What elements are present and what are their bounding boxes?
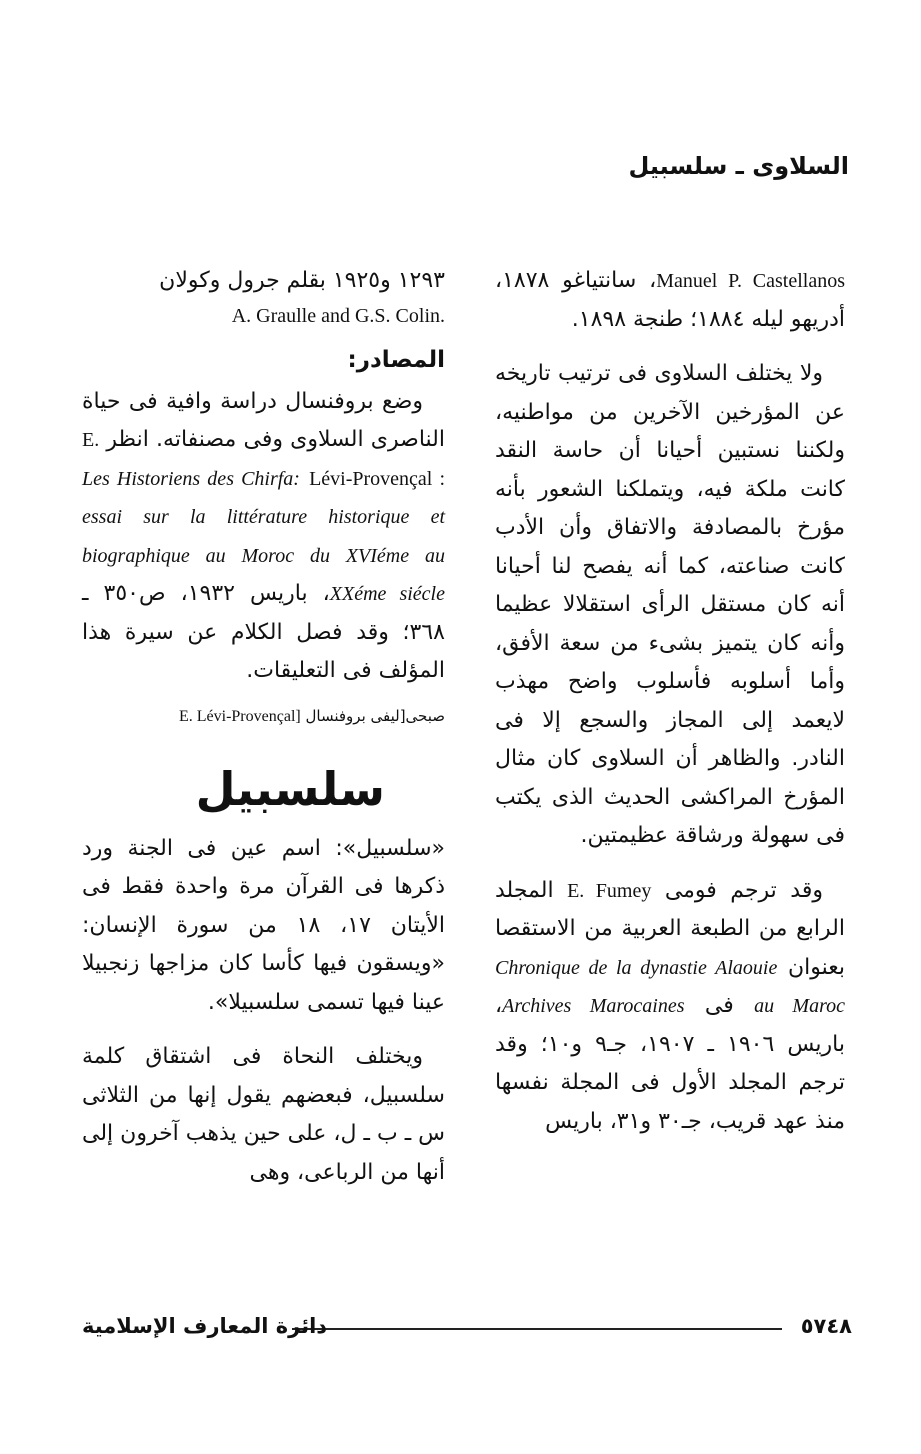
- right-column: [495, 262, 845, 1141]
- page-number: ٥٧٤٨: [800, 1314, 852, 1338]
- paragraph-continuation: ١٢٩٣ و١٩٢٥ بقلم جرول وكولان: [159, 268, 445, 293]
- publication-title: دائرة المعارف الإسلامية: [82, 1314, 328, 1338]
- latin-translators: A. Graulle and G.S. Colin.: [231, 304, 445, 327]
- paragraph-entry-definition: «سلسبيل»: اسم عين فى الجنة ورد ذكرها فى القرآن مرة واحدة فقط فى الأيتان ١٧، ١٨ من سورة الإنسان: «ويسقون فيها كأسا كان مزاجها زنجبيلا عينا فيها تسمى سلسبيلا».: [82, 835, 446, 1015]
- paragraph-citation-continued: Manuel P. Castellanos، سانتياغو ١٨٧٨، أدريهو ليله ١٨٨٤؛ طنجة ١٨٩٨.: [495, 268, 845, 332]
- latin-translator-name: E. Fumey: [567, 879, 652, 902]
- italic-source-title: Les Historiens des Chirfa: essai sur la littérature historique et biographique au Moroc du XVIéme au XXéme siécle: [82, 467, 445, 605]
- footer-rule: [292, 1328, 782, 1330]
- author-signature: صبحى[ليفى بروفنسال E. Lévi-Provençal]: [178, 706, 445, 725]
- latin-author-name: Manuel P. Castellanos: [656, 270, 845, 292]
- sources-heading: المصادر:: [347, 346, 445, 373]
- paragraph-translation-note: وقد ترجم فومى E. Fumey المجلد الرابع من الطبعة العربية من الاستقصا بعنوان Chronique de la dynastie Alaouie au Maroc فى Archives Marocaines، باريس ١٩٠٦ ـ ١٩٠٧، جـ٩ و١٠؛ وقد ترجم المجلد الأول فى المجلة نفسها منذ عهد قريب، جـ٣٠ و٣١، باريس: [495, 877, 846, 1134]
- paragraph-sources: وضع بروفنسال دراسة وافية فى حياة الناصرى السلاوى وفى مصنفاته. انظر E. Lévi-Provençal : Les Historiens des Chirfa: essai sur la littérature historique et biographique au Moroc du XVIéme au XXéme siécle، باريس ١٩٣٢، ص٣٥٠ ـ ٣٦٨؛ وقد فصل الكلام عن سيرة هذا المؤلف فى التعليقات.: [82, 388, 445, 683]
- italic-book-title: Chronique de la dynastie Alaouie au Maroc: [495, 956, 846, 1017]
- latin-source-author: E. Lévi-Provençal :: [82, 429, 445, 490]
- paragraph-etymology: ويختلف النحاة فى اشتقاق كلمة سلسبيل، فبعضهم يقول إنها من الثلاثى س ـ ب ـ ل، على حين يذهب آخرون إلى أنها من الرباعى، وهى: [82, 1044, 445, 1185]
- running-head: السلاوى ـ سلسبيل: [628, 152, 849, 180]
- paragraph-style-assessment: ولا يختلف السلاوى فى ترتيب تاريخه عن المؤرخين الآخرين من مواطنيه، ولكننا نستبين أحيانا أن حاسة النقد كانت ملكة فيه، ويتملكنا الشعور بأنه مؤرخ بالمصادفة والاتفاق وأن الأدب كانت صناعته، كما أنه يفصح لنا أحيانا أنه كان مستقل الرأى استقلالا عظيما وأنه كان يتميز بشىء من سعة الأفق، وأما أسلوبه فأسلوب واضح مهذب لايعمد إلى المجاز والسجع إلا فى النادر. والظاهر أن السلاوى كان مثال المؤرخ المراكشى الحديث الذى يكتب فى سهولة ورشاقة عظيمتين.: [495, 361, 845, 848]
- italic-journal-title: Archives Marocaines: [502, 995, 685, 1017]
- left-column: [82, 262, 445, 1192]
- page-footer: [82, 1314, 852, 1346]
- entry-title: سلسبيل: [195, 761, 385, 816]
